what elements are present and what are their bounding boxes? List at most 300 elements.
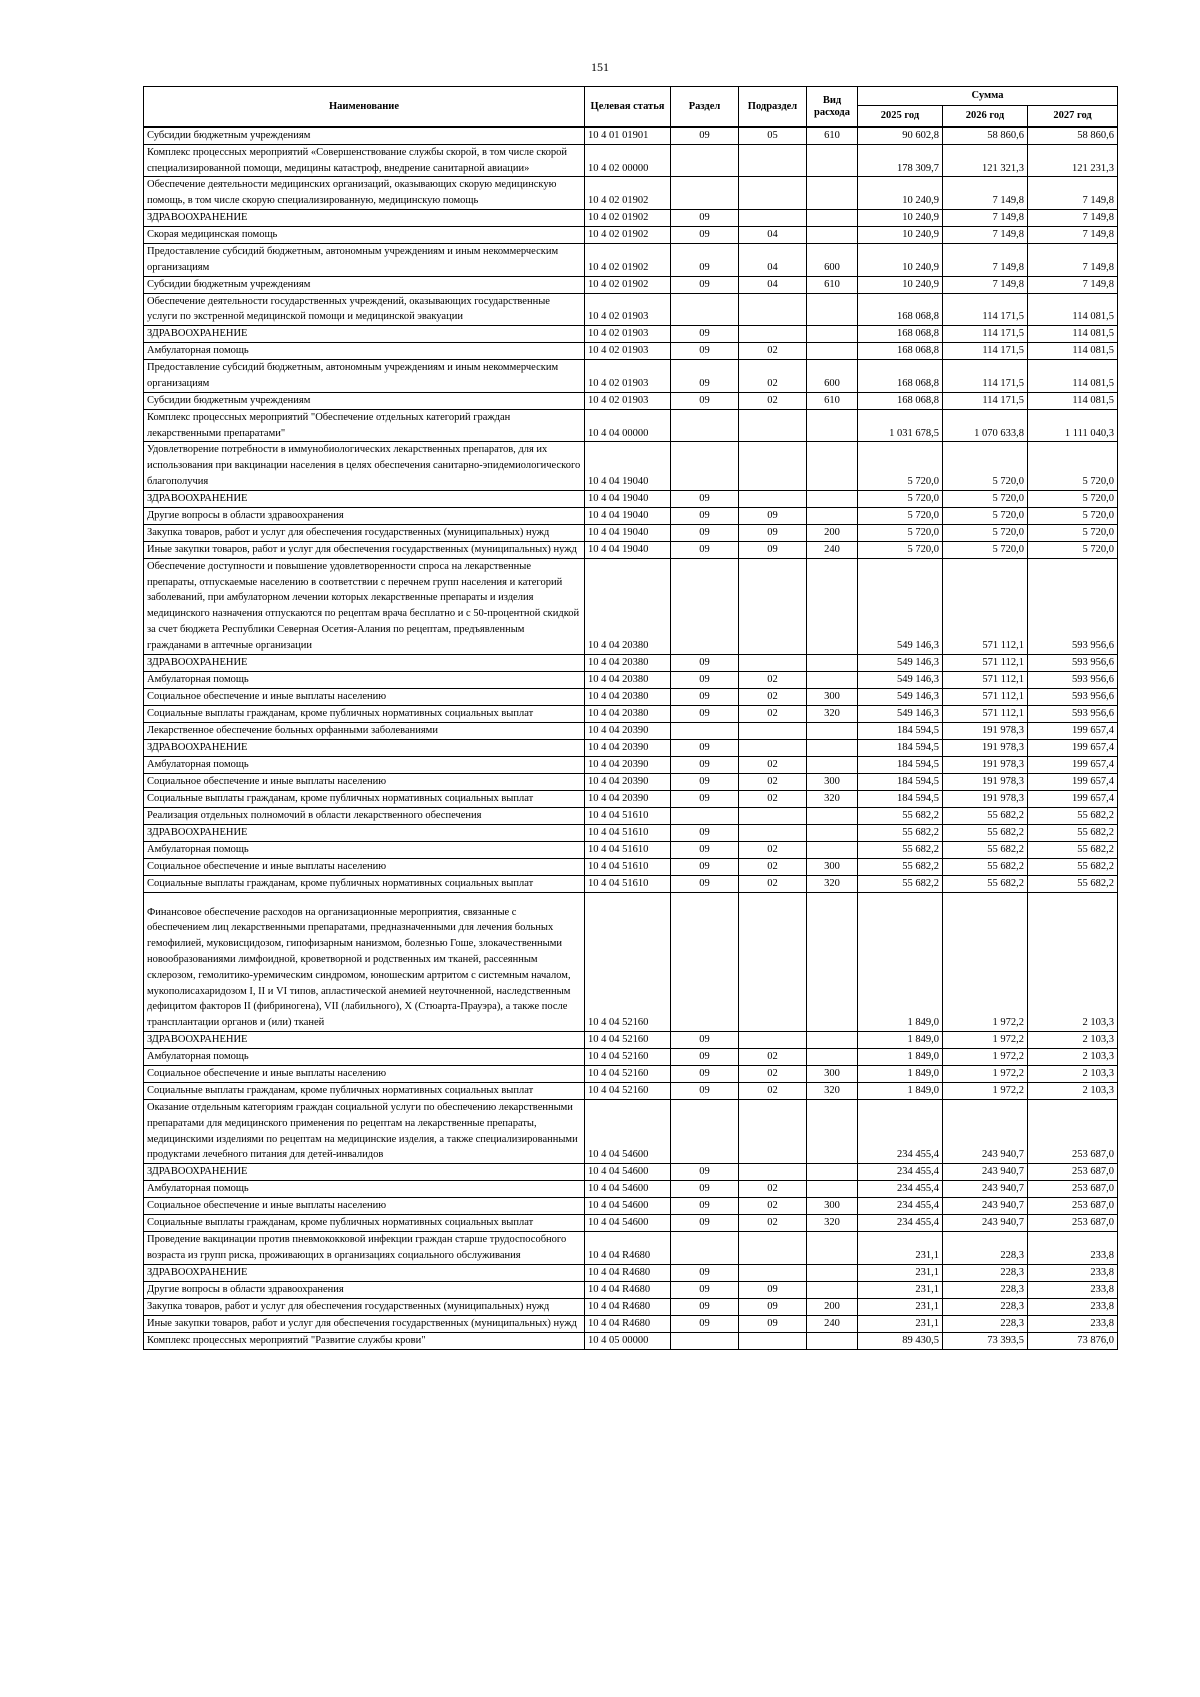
table-row	[144, 1198, 1118, 1215]
page-number: 151	[591, 60, 609, 74]
row-subsection: 09	[739, 1298, 807, 1315]
table-row	[144, 807, 1118, 824]
row-sum-2027: 121 231,3	[1028, 144, 1118, 177]
row-sum-2027: 55 682,2	[1028, 858, 1118, 875]
row-section: 09	[671, 524, 739, 541]
header-subsection: Подраздел	[739, 87, 807, 128]
row-sum-2027: 593 956,6	[1028, 688, 1118, 705]
row-name: Обеспечение деятельности государственных учреждений, оказывающих государственные услуги по экстренной медицинской помощи и медицинской эвакуации	[144, 293, 585, 326]
row-sum-2026: 7 149,8	[943, 177, 1028, 210]
row-expense-type	[807, 671, 858, 688]
row-sum-2027: 73 876,0	[1028, 1332, 1118, 1349]
row-target-code: 10 4 02 01903	[585, 343, 671, 360]
row-target-code: 10 4 02 01903	[585, 360, 671, 393]
table-row	[144, 1164, 1118, 1181]
row-sum-2027: 114 081,5	[1028, 326, 1118, 343]
row-expense-type: 320	[807, 1082, 858, 1099]
row-section: 09	[671, 756, 739, 773]
row-section: 09	[671, 671, 739, 688]
row-sum-2026: 191 978,3	[943, 722, 1028, 739]
row-target-code: 10 4 02 00000	[585, 144, 671, 177]
table-row	[144, 392, 1118, 409]
row-subsection	[739, 209, 807, 226]
row-section: 09	[671, 1198, 739, 1215]
row-sum-2025: 10 240,9	[858, 226, 943, 243]
row-section: 09	[671, 1048, 739, 1065]
row-sum-2027: 7 149,8	[1028, 276, 1118, 293]
row-section: 09	[671, 773, 739, 790]
row-subsection	[739, 892, 807, 1031]
row-sum-2025: 10 240,9	[858, 209, 943, 226]
row-sum-2026: 571 112,1	[943, 654, 1028, 671]
row-subsection	[739, 490, 807, 507]
table-row	[144, 1298, 1118, 1315]
table-row	[144, 705, 1118, 722]
budget-table	[143, 86, 1118, 1350]
row-sum-2025: 234 455,4	[858, 1099, 943, 1163]
row-section: 09	[671, 1181, 739, 1198]
row-target-code: 10 4 02 01902	[585, 209, 671, 226]
table-row	[144, 507, 1118, 524]
row-expense-type: 320	[807, 790, 858, 807]
row-sum-2026: 243 940,7	[943, 1198, 1028, 1215]
row-expense-type	[807, 1164, 858, 1181]
row-sum-2025: 234 455,4	[858, 1198, 943, 1215]
row-subsection: 02	[739, 1048, 807, 1065]
row-sum-2026: 571 112,1	[943, 671, 1028, 688]
row-sum-2026: 571 112,1	[943, 705, 1028, 722]
row-section	[671, 409, 739, 442]
row-subsection: 02	[739, 392, 807, 409]
row-target-code: 10 4 04 R4680	[585, 1298, 671, 1315]
row-name: Проведение вакцинации против пневмококковой инфекции граждан старше трудоспособного возраста из групп риска, проживающих в организациях социального обслуживания	[144, 1232, 585, 1265]
table-row	[144, 841, 1118, 858]
row-section: 09	[671, 343, 739, 360]
row-sum-2025: 549 146,3	[858, 688, 943, 705]
row-target-code: 10 4 02 01903	[585, 293, 671, 326]
row-name: Скорая медицинская помощь	[144, 226, 585, 243]
row-sum-2027: 199 657,4	[1028, 790, 1118, 807]
table-row	[144, 671, 1118, 688]
row-section: 09	[671, 1264, 739, 1281]
table-row	[144, 226, 1118, 243]
row-sum-2025: 1 849,0	[858, 1031, 943, 1048]
row-sum-2027: 55 682,2	[1028, 875, 1118, 892]
row-sum-2026: 243 940,7	[943, 1164, 1028, 1181]
row-sum-2025: 549 146,3	[858, 705, 943, 722]
row-sum-2025: 168 068,8	[858, 392, 943, 409]
row-expense-type: 300	[807, 1198, 858, 1215]
row-sum-2026: 1 972,2	[943, 1031, 1028, 1048]
row-sum-2027: 2 103,3	[1028, 1048, 1118, 1065]
row-subsection	[739, 807, 807, 824]
row-sum-2025: 184 594,5	[858, 773, 943, 790]
row-expense-type	[807, 1332, 858, 1349]
row-section: 09	[671, 688, 739, 705]
table-row	[144, 209, 1118, 226]
row-section: 09	[671, 243, 739, 276]
row-target-code: 10 4 04 54600	[585, 1099, 671, 1163]
row-subsection	[739, 177, 807, 210]
row-section: 09	[671, 739, 739, 756]
row-subsection	[739, 739, 807, 756]
row-sum-2025: 89 430,5	[858, 1332, 943, 1349]
row-name: Оказание отдельным категориям граждан социальной услуги по обеспечению лекарственными препаратами для медицинского применения по рецептам на лекарственные препараты, медицинскими изделиями по рецептам на медицинские изделия, а также специализированными продуктами лечебного питания для детей-инвалидов	[144, 1099, 585, 1163]
row-target-code: 10 4 04 52160	[585, 1031, 671, 1048]
row-section	[671, 442, 739, 490]
row-section	[671, 144, 739, 177]
row-sum-2025: 168 068,8	[858, 326, 943, 343]
row-sum-2025: 55 682,2	[858, 807, 943, 824]
row-sum-2027: 593 956,6	[1028, 705, 1118, 722]
row-expense-type	[807, 654, 858, 671]
row-subsection: 02	[739, 688, 807, 705]
row-sum-2025: 55 682,2	[858, 824, 943, 841]
row-sum-2025: 234 455,4	[858, 1164, 943, 1181]
row-expense-type	[807, 807, 858, 824]
row-name: Субсидии бюджетным учреждениям	[144, 276, 585, 293]
row-section	[671, 1332, 739, 1349]
row-target-code: 10 4 04 20380	[585, 705, 671, 722]
row-sum-2025: 231,1	[858, 1264, 943, 1281]
row-section: 09	[671, 276, 739, 293]
row-expense-type: 320	[807, 705, 858, 722]
table-row	[144, 293, 1118, 326]
row-expense-type	[807, 409, 858, 442]
row-subsection	[739, 1332, 807, 1349]
table-row	[144, 326, 1118, 343]
row-target-code: 10 4 04 20390	[585, 773, 671, 790]
row-subsection: 02	[739, 1082, 807, 1099]
row-expense-type: 200	[807, 524, 858, 541]
row-subsection: 02	[739, 756, 807, 773]
row-sum-2026: 55 682,2	[943, 875, 1028, 892]
row-expense-type: 300	[807, 858, 858, 875]
table-row	[144, 409, 1118, 442]
header-name: Наименование	[144, 87, 585, 128]
table-row	[144, 360, 1118, 393]
row-section: 09	[671, 1315, 739, 1332]
row-sum-2025: 184 594,5	[858, 790, 943, 807]
row-subsection: 02	[739, 705, 807, 722]
row-section: 09	[671, 326, 739, 343]
row-subsection: 05	[739, 127, 807, 144]
table-row	[144, 243, 1118, 276]
row-target-code: 10 4 04 51610	[585, 841, 671, 858]
header-target: Целевая статья	[585, 87, 671, 128]
row-subsection	[739, 1099, 807, 1163]
table-row	[144, 688, 1118, 705]
row-target-code: 10 4 04 19040	[585, 541, 671, 558]
row-subsection: 02	[739, 773, 807, 790]
row-sum-2026: 55 682,2	[943, 824, 1028, 841]
row-expense-type	[807, 722, 858, 739]
row-sum-2026: 55 682,2	[943, 841, 1028, 858]
table-row	[144, 276, 1118, 293]
table-row	[144, 824, 1118, 841]
row-subsection: 02	[739, 343, 807, 360]
row-target-code: 10 4 02 01903	[585, 326, 671, 343]
row-expense-type: 320	[807, 1215, 858, 1232]
row-section: 09	[671, 507, 739, 524]
row-section: 09	[671, 705, 739, 722]
row-subsection: 02	[739, 1198, 807, 1215]
row-sum-2026: 114 171,5	[943, 326, 1028, 343]
row-name: Лекарственное обеспечение больных орфанными заболеваниями	[144, 722, 585, 739]
row-target-code: 10 4 04 54600	[585, 1198, 671, 1215]
row-section	[671, 1232, 739, 1265]
row-sum-2026: 1 972,2	[943, 1065, 1028, 1082]
row-target-code: 10 4 04 20390	[585, 739, 671, 756]
row-sum-2025: 168 068,8	[858, 293, 943, 326]
row-sum-2027: 55 682,2	[1028, 841, 1118, 858]
row-sum-2025: 184 594,5	[858, 756, 943, 773]
row-name: ЗДРАВООХРАНЕНИЕ	[144, 824, 585, 841]
row-sum-2026: 1 972,2	[943, 892, 1028, 1031]
header-section: Раздел	[671, 87, 739, 128]
row-name: Комплекс процессных мероприятий «Совершенствование службы скорой, в том числе скорой специализированной помощи, медицины катастроф, внедрение санитарной авиации»	[144, 144, 585, 177]
row-section: 09	[671, 1281, 739, 1298]
row-sum-2026: 191 978,3	[943, 739, 1028, 756]
row-section: 09	[671, 858, 739, 875]
row-section: 09	[671, 1164, 739, 1181]
row-sum-2025: 231,1	[858, 1315, 943, 1332]
row-sum-2026: 228,3	[943, 1315, 1028, 1332]
row-section: 09	[671, 226, 739, 243]
row-subsection: 02	[739, 1215, 807, 1232]
row-sum-2027: 5 720,0	[1028, 541, 1118, 558]
row-sum-2027: 253 687,0	[1028, 1181, 1118, 1198]
row-expense-type: 610	[807, 392, 858, 409]
row-expense-type	[807, 490, 858, 507]
row-sum-2026: 5 720,0	[943, 524, 1028, 541]
row-sum-2026: 7 149,8	[943, 209, 1028, 226]
row-name: ЗДРАВООХРАНЕНИЕ	[144, 1264, 585, 1281]
row-sum-2025: 231,1	[858, 1281, 943, 1298]
table-row	[144, 442, 1118, 490]
row-section	[671, 558, 739, 654]
row-sum-2027: 7 149,8	[1028, 209, 1118, 226]
row-sum-2027: 2 103,3	[1028, 892, 1118, 1031]
table-row	[144, 1048, 1118, 1065]
row-sum-2027: 253 687,0	[1028, 1164, 1118, 1181]
header-sum: Сумма	[858, 87, 1118, 106]
row-name: Социальные выплаты гражданам, кроме публичных нормативных социальных выплат	[144, 790, 585, 807]
row-sum-2027: 1 111 040,3	[1028, 409, 1118, 442]
row-subsection: 09	[739, 1281, 807, 1298]
table-header	[144, 87, 1118, 128]
row-sum-2026: 114 171,5	[943, 360, 1028, 393]
table-row	[144, 1264, 1118, 1281]
row-target-code: 10 4 02 01902	[585, 243, 671, 276]
row-section: 09	[671, 360, 739, 393]
row-sum-2026: 228,3	[943, 1281, 1028, 1298]
row-name: Социальные выплаты гражданам, кроме публичных нормативных социальных выплат	[144, 1215, 585, 1232]
row-sum-2025: 168 068,8	[858, 343, 943, 360]
header-year-2027: 2027 год	[1028, 106, 1118, 128]
row-sum-2026: 55 682,2	[943, 807, 1028, 824]
row-name: Амбулаторная помощь	[144, 1181, 585, 1198]
row-target-code: 10 4 02 01903	[585, 392, 671, 409]
row-section: 09	[671, 1065, 739, 1082]
row-sum-2027: 7 149,8	[1028, 243, 1118, 276]
row-expense-type	[807, 326, 858, 343]
table-row	[144, 1232, 1118, 1265]
row-sum-2025: 184 594,5	[858, 722, 943, 739]
row-expense-type: 240	[807, 541, 858, 558]
row-name: Амбулаторная помощь	[144, 841, 585, 858]
row-name: Социальные выплаты гражданам, кроме публичных нормативных социальных выплат	[144, 1082, 585, 1099]
row-target-code: 10 4 04 51610	[585, 858, 671, 875]
row-name: Социальные выплаты гражданам, кроме публичных нормативных социальных выплат	[144, 705, 585, 722]
row-sum-2026: 5 720,0	[943, 541, 1028, 558]
header-expense-type: Вид расхода	[807, 87, 858, 128]
row-sum-2026: 228,3	[943, 1298, 1028, 1315]
row-name: Комплекс процессных мероприятий "Обеспечение отдельных категорий граждан лекарственными препаратами"	[144, 409, 585, 442]
row-target-code: 10 4 02 01902	[585, 226, 671, 243]
row-name: Социальное обеспечение и иные выплаты населению	[144, 773, 585, 790]
row-target-code: 10 4 05 00000	[585, 1332, 671, 1349]
table-row	[144, 858, 1118, 875]
row-section: 09	[671, 541, 739, 558]
row-sum-2027: 253 687,0	[1028, 1198, 1118, 1215]
row-name: Предоставление субсидий бюджетным, автономным учреждениям и иным некоммерческим организациям	[144, 243, 585, 276]
row-expense-type: 240	[807, 1315, 858, 1332]
table-row	[144, 1082, 1118, 1099]
row-name: Амбулаторная помощь	[144, 343, 585, 360]
table-body	[144, 127, 1118, 1349]
row-sum-2027: 58 860,6	[1028, 127, 1118, 144]
row-target-code: 10 4 02 01902	[585, 177, 671, 210]
row-name: ЗДРАВООХРАНЕНИЕ	[144, 739, 585, 756]
row-name: Закупка товаров, работ и услуг для обеспечения государственных (муниципальных) нужд	[144, 524, 585, 541]
row-sum-2025: 55 682,2	[858, 875, 943, 892]
table-row	[144, 739, 1118, 756]
row-subsection	[739, 558, 807, 654]
row-sum-2026: 73 393,5	[943, 1332, 1028, 1349]
row-sum-2025: 5 720,0	[858, 442, 943, 490]
row-sum-2025: 231,1	[858, 1232, 943, 1265]
row-section: 09	[671, 875, 739, 892]
row-sum-2026: 243 940,7	[943, 1099, 1028, 1163]
row-sum-2025: 5 720,0	[858, 507, 943, 524]
row-sum-2026: 114 171,5	[943, 293, 1028, 326]
row-sum-2026: 114 171,5	[943, 343, 1028, 360]
row-name: ЗДРАВООХРАНЕНИЕ	[144, 326, 585, 343]
table-row	[144, 1215, 1118, 1232]
row-subsection	[739, 409, 807, 442]
row-name: Обеспечение доступности и повышение удовлетворенности спроса на лекарственные препараты, отпускаемые населению в соответствии с перечнем групп населения и категорий заболеваний, при амбулаторном лечении которых лекарственные препараты и изделия медицинского назначения отпускаются по рецептам врача бесплатно и с 50-процентной скидкой за счет бюджета Республики Северная Осетия-Алания по рецептам, предъявленным гражданами в аптечные организации	[144, 558, 585, 654]
row-subsection	[739, 1264, 807, 1281]
table-row	[144, 1031, 1118, 1048]
row-expense-type	[807, 1048, 858, 1065]
row-subsection	[739, 722, 807, 739]
row-sum-2027: 253 687,0	[1028, 1215, 1118, 1232]
row-target-code: 10 4 04 51610	[585, 807, 671, 824]
row-expense-type	[807, 343, 858, 360]
row-name: Другие вопросы в области здравоохранения	[144, 1281, 585, 1298]
row-sum-2026: 7 149,8	[943, 243, 1028, 276]
row-subsection	[739, 1164, 807, 1181]
row-name: ЗДРАВООХРАНЕНИЕ	[144, 490, 585, 507]
row-sum-2026: 5 720,0	[943, 490, 1028, 507]
table-row	[144, 756, 1118, 773]
row-subsection: 02	[739, 790, 807, 807]
row-subsection: 04	[739, 276, 807, 293]
row-subsection: 09	[739, 1315, 807, 1332]
row-name: Обеспечение деятельности медицинских организаций, оказывающих скорую медицинскую помощь, в том числе скорую специализированную, медицинскую помощь	[144, 177, 585, 210]
row-sum-2026: 1 972,2	[943, 1082, 1028, 1099]
row-sum-2025: 231,1	[858, 1298, 943, 1315]
row-section: 09	[671, 824, 739, 841]
row-section: 09	[671, 841, 739, 858]
row-sum-2026: 228,3	[943, 1232, 1028, 1265]
row-sum-2027: 199 657,4	[1028, 773, 1118, 790]
row-sum-2027: 5 720,0	[1028, 524, 1118, 541]
row-section	[671, 1099, 739, 1163]
row-section	[671, 892, 739, 1031]
row-section: 09	[671, 209, 739, 226]
row-name: Удовлетворение потребности в иммунобиологических лекарственных препаратов, для их использования при вакцинации населения в целях обеспечения санитарно-эпидемиологического благополучия	[144, 442, 585, 490]
row-target-code: 10 4 04 54600	[585, 1215, 671, 1232]
row-sum-2025: 1 849,0	[858, 892, 943, 1031]
row-target-code: 10 4 04 52160	[585, 1048, 671, 1065]
table-row	[144, 524, 1118, 541]
table-row	[144, 1281, 1118, 1298]
row-name: Иные закупки товаров, работ и услуг для обеспечения государственных (муниципальных) нужд	[144, 541, 585, 558]
table-row	[144, 722, 1118, 739]
row-expense-type	[807, 226, 858, 243]
table-row	[144, 1332, 1118, 1349]
row-name: Амбулаторная помощь	[144, 756, 585, 773]
row-target-code: 10 4 04 20380	[585, 654, 671, 671]
row-expense-type: 300	[807, 688, 858, 705]
row-section: 09	[671, 1298, 739, 1315]
row-section	[671, 722, 739, 739]
row-target-code: 10 4 04 19040	[585, 490, 671, 507]
row-target-code: 10 4 04 19040	[585, 524, 671, 541]
table-row	[144, 1065, 1118, 1082]
header-year-2025: 2025 год	[858, 106, 943, 128]
row-target-code: 10 4 04 20390	[585, 756, 671, 773]
row-sum-2027: 7 149,8	[1028, 177, 1118, 210]
row-section: 09	[671, 1215, 739, 1232]
row-subsection: 02	[739, 858, 807, 875]
table-row	[144, 558, 1118, 654]
row-subsection: 04	[739, 226, 807, 243]
row-sum-2025: 55 682,2	[858, 858, 943, 875]
row-expense-type: 320	[807, 875, 858, 892]
row-target-code: 10 4 04 52160	[585, 1065, 671, 1082]
row-sum-2026: 243 940,7	[943, 1215, 1028, 1232]
row-section	[671, 807, 739, 824]
row-expense-type: 600	[807, 360, 858, 393]
row-section: 09	[671, 127, 739, 144]
row-sum-2027: 233,8	[1028, 1232, 1118, 1265]
row-sum-2027: 199 657,4	[1028, 756, 1118, 773]
row-target-code: 10 4 04 19040	[585, 507, 671, 524]
row-sum-2027: 2 103,3	[1028, 1065, 1118, 1082]
row-name: ЗДРАВООХРАНЕНИЕ	[144, 1031, 585, 1048]
row-sum-2025: 549 146,3	[858, 671, 943, 688]
row-sum-2026: 114 171,5	[943, 392, 1028, 409]
row-sum-2026: 191 978,3	[943, 756, 1028, 773]
row-name: Субсидии бюджетным учреждениям	[144, 127, 585, 144]
row-sum-2025: 234 455,4	[858, 1215, 943, 1232]
row-subsection: 02	[739, 1065, 807, 1082]
row-target-code: 10 4 04 54600	[585, 1164, 671, 1181]
row-expense-type	[807, 1181, 858, 1198]
